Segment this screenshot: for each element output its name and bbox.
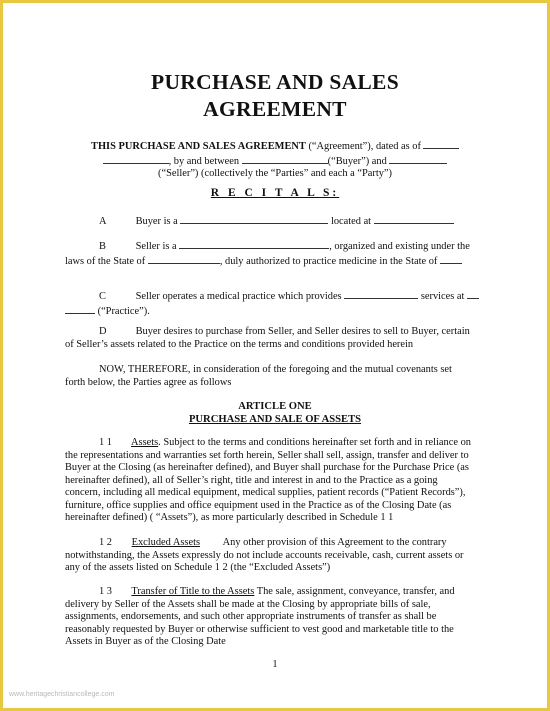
recital-b-line-2a: laws of the State of	[65, 255, 146, 267]
intro-paragraph	[65, 139, 485, 181]
recital-d-line-1: Buyer desires to purchase from Seller, and Seller desires to sell to Buyer, certain	[135, 326, 470, 337]
section-1-2-number: 1 2	[99, 537, 112, 548]
recitals-heading: R E C I T A L S:	[210, 187, 340, 199]
section-1-3-line-1: The sale, assignment, conveyance, transfer, and	[256, 586, 455, 597]
recital-c-text-1: Seller operates a medical practice which provides	[135, 291, 342, 302]
section-1-2-line-1: Any other provision of this Agreement to the contrary	[222, 537, 447, 548]
recital-b-line-2b: , duly authorized to practice medicine in the State of	[219, 255, 438, 267]
intro-line-1-rest: (“Agreement”), dated as of	[305, 141, 421, 152]
recital-c	[65, 289, 485, 318]
section-1-3-line-3: assignments, endorsements, and such other appropriate instruments of transfer as shall be	[65, 611, 437, 622]
recital-b-text-2: , organized and existing under the	[329, 241, 470, 252]
watermark-text: www.heritagechristiancollege.com	[9, 691, 115, 698]
address-blank-2	[65, 304, 95, 314]
seller-name-blank	[389, 154, 447, 164]
state-blank	[148, 254, 220, 264]
buyer-name-blank	[242, 154, 328, 164]
section-1-2-title: Excluded Assets	[131, 537, 201, 548]
recital-b-text-1: Seller is a	[135, 241, 177, 252]
now-therefore-line-2: forth below, the Parties agree as follows	[65, 376, 232, 388]
section-1-1-number: 1 1	[99, 437, 112, 448]
now-therefore-line-1: NOW, THEREFORE, in consideration of the foregoing and the mutual covenants set	[99, 364, 452, 375]
intro-line-3: (“Seller”) (collectively the “Parties” and each a “Party”)	[158, 168, 392, 179]
intro-bold-lead: THIS PURCHASE AND SALES AGREEMENT	[91, 141, 306, 152]
services-blank	[344, 289, 418, 299]
page-number: 1	[272, 659, 278, 670]
address-blank	[467, 289, 479, 299]
document-page	[3, 3, 547, 708]
buyer-entity-blank	[180, 214, 328, 224]
recital-d-line-2: of Seller’s assets related to the Practice on the terms and conditions provided herein	[65, 338, 414, 350]
intro-line-2	[65, 154, 485, 169]
section-1-1-title: Assets	[131, 437, 159, 448]
recital-a-letter: A	[99, 216, 107, 227]
section-1-3-line-5: Assets in Buyer as of the Closing Date	[65, 636, 226, 647]
section-1-2	[65, 537, 485, 575]
title-line-2: AGREEMENT	[203, 97, 347, 121]
seller-entity-blank	[179, 239, 329, 249]
section-1-1-line-6: furniture, office supplies and office equipment used in the Practice as of the Closing Date (as	[65, 499, 452, 511]
date-blank	[423, 139, 459, 149]
section-1-3	[65, 586, 485, 649]
recital-d	[65, 326, 485, 351]
recital-d-letter: D	[99, 326, 107, 337]
recital-a	[65, 214, 485, 229]
practice-state-blank	[440, 254, 462, 264]
intro-buyer: (“Buyer”) and	[327, 155, 387, 167]
article-heading	[3, 401, 547, 426]
section-1-1-line-5: concern, including all medical equipment, medical supplies, patient records (“Patient Records”),	[65, 487, 466, 498]
recital-a-text-1: Buyer is a	[135, 216, 178, 227]
title-line-1: PURCHASE AND SALES	[151, 70, 399, 94]
section-1-1-line-4: hereinafter defined), all of Seller’s right, title and interest in and to the Practice as a going	[65, 474, 438, 486]
section-1-1-line-7: hereinafter defined) ( “Assets”), as more particularly described in Schedule 1 1	[65, 512, 394, 523]
recital-b-letter: B	[99, 241, 106, 252]
intro-line-1	[65, 139, 485, 154]
section-1-1-line-3: Buyer at the Closing (as hereinafter defined), and Buyer shall purchase for the Purchase Price (as	[65, 462, 469, 473]
section-1-1-line-2: the representations and warranties set forth herein, Seller shall sell, assign, transfer and deliver to	[65, 449, 469, 461]
section-1-3-line-4: reasonably requested by Buyer or otherwise sufficient to vest good and marketable title to the	[65, 623, 454, 635]
article-number: ARTICLE ONE	[238, 401, 312, 412]
section-1-3-line-2: delivery by Seller of the Assets shall be made at the Closing by appropriate bills of sale,	[65, 598, 431, 610]
section-1-3-title: Transfer of Title to the Assets	[131, 586, 255, 597]
article-title: PURCHASE AND SALE OF ASSETS	[188, 413, 362, 425]
recital-c-text-2: services at	[420, 291, 465, 302]
now-therefore-paragraph	[65, 364, 485, 389]
document-title	[3, 69, 547, 123]
section-1-2-line-2: notwithstanding, the Assets expressly do not include accounts receivable, cash, current assets or	[65, 549, 464, 561]
section-1-1: 1 1 Assets. Subject to the terms and conditions hereinafter set forth and in reliance on the representations and warranties set forth herein, Seller shall sell, assign, transfer and deliver to Buyer at the Closing (as hereinafter defined), and Buyer shall purchase for the Purchase Price (as hereinafter defined), all of Seller’s right, title and interest in and to the Practice as a going concern, including all medical equipment, medical supplies, patient records (“Patient Records”), furniture, office supplies and office equipment used in the Practice as of the Closing Date (as hereinafter defined) ( “Assets”), as more particularly described in Schedule 1 1	[65, 437, 485, 525]
recital-b	[65, 239, 485, 268]
date-blank-2	[103, 154, 169, 164]
recital-c-line-2: (“Practice”).	[97, 305, 150, 317]
section-1-1-line-1: Subject to the terms and conditions hereinafter set forth and in reliance on	[163, 437, 471, 448]
recital-a-text-2: located at	[330, 216, 372, 227]
section-1-2-line-3: any of the assets listed on Schedule 1 2 (the “Excluded Assets”)	[65, 562, 331, 573]
section-1-3-number: 1 3	[99, 586, 112, 597]
intro-by-between: , by and between	[168, 155, 240, 167]
buyer-location-blank	[374, 214, 454, 224]
recital-c-letter: C	[99, 291, 106, 302]
